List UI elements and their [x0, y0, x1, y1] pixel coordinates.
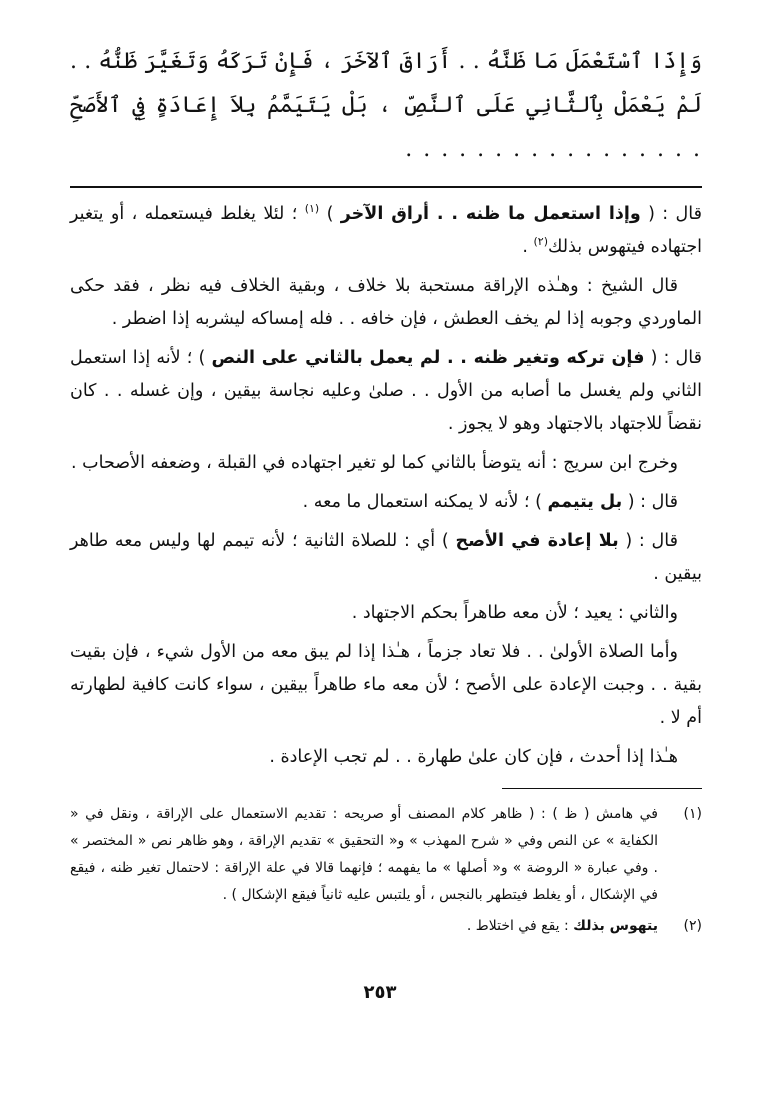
footnote-text: يتهوس بذلك : يقع في اختلاط . — [466, 918, 658, 934]
commentary-paragraph-7: والثاني : يعيد ؛ لأن معه طاهراً بحكم الاجتهاد . — [351, 603, 678, 623]
book-page — [70, 40, 702, 1104]
footnote-2 — [70, 913, 702, 940]
quoted-matn: بلا إعادة في الأصح — [455, 531, 619, 551]
footnote-ref-1: (١) — [304, 202, 320, 216]
commentary-paragraph-2: قال الشيخ : وهـٰذه الإراقة مستحبة بلا خلاف ، وبقية الخلاف فيه نظر ، فقد حكى الماوردي وجوبه إذا لم يخف العطش ، فإن خافه . . فله إمساكه ليشربه إذا اضطر . — [70, 276, 702, 329]
footnotes — [70, 801, 702, 940]
quoted-matn: وإذا استعمل ما ظنه . . أراق الآخر — [340, 204, 641, 224]
commentary-paragraph-3: قال : ( فإن تركه وتغير ظنه . . لم يعمل بالثاني على النص ) ؛ لأنه إذا استعمل الثاني ولم يغسل ما أصابه من الأول . . صلىٰ وعليه نجاسة بيقين ، وإن غسله . . كان نقضاً للاجتهاد بالاجتهاد وهو لا يجوز . — [70, 348, 702, 434]
commentary-paragraph-6: قال : ( بلا إعادة في الأصح ) أي : للصلاة الثانية ؛ لأنه تيمم لها وليس معه طاهر بيقين . — [70, 531, 702, 584]
commentary-paragraph-4: وخرج ابن سريج : أنه يتوضأ بالثاني كما لو تغير اجتهاده في القبلة ، وضعفه الأصحاب . — [71, 453, 678, 473]
footnote-separator — [502, 788, 702, 789]
commentary-paragraph-9: هـٰذا إذا أحدث ، فإن كان علىٰ طهارة . . لم تجب الإعادة . — [269, 747, 678, 767]
matn-text — [70, 40, 702, 172]
commentary — [70, 198, 702, 774]
footnote-text: في هامش ( ظ ) : ( ظاهر كلام المصنف أو صريحه : تقديم الاستعمال على الإراقة ، ونقل في « الكفاية » عن النص وفي « شرح المهذب » و« التحقيق » تقديم الإراقة ، وهو ظاهر نص « المختصر » . وفي عبارة « الروضة » و« أصلها » ما يفهمه ؛ فإنهما قالا في علة الإراقة : لاحتمال تغير ظنه ، فيقع في الإشكال ، أو يغلط فيتطهر بالنجس ، أو يلتبس عليه ثانياً فيقع الإشكال ) . — [70, 806, 658, 903]
commentary-paragraph-1: قال : ( وإذا استعمل ما ظنه . . أراق الآخر ) $^{(١)}$ ؛ لئلا يغلط فيستعمله ، أو يتغير اجتهاده فيتهوس بذلك$^{(٢)}$ . — [70, 202, 702, 257]
commentary-paragraph-8: وأما الصلاة الأولىٰ . . فلا تعاد جزماً ، هـٰذا إذا لم يبق معه من الأول شيء ، فإن بقيت بقية . . وجبت الإعادة على الأصح ؛ لأن معه ماء طاهراً بيقين ، سواء كانت كافية لطهارته أم لا . — [70, 642, 702, 728]
footnote-number: (٢) — [683, 918, 702, 934]
quoted-matn: فإن تركه وتغير ظنه . . لم يعمل بالثاني على النص — [211, 348, 645, 368]
matn-body: وَإِذَا ٱسْتَعْمَلَ مَا ظَنَّهُ . . أَرَاقَ ٱلآخَرَ ، فَإِنْ تَرَكَهُ وَتَغَيَّرَ ظَنُّهُ . . لَمْ يَعْمَلْ بِٱلثَّانِي عَلَى ٱلنَّصِّ ، بَلْ يَتَيَمَّمُ بِلاَ إِعَادَةٍ فِي ٱلأَصَحِّ — [70, 49, 702, 118]
footnote-1 — [70, 801, 702, 909]
footnote-term: يتهوس بذلك — [573, 918, 658, 934]
matn-separator — [70, 186, 702, 188]
matn-filler-dots: . . . . . . . . . . . . . . . . . — [405, 137, 702, 162]
commentary-paragraph-5: قال : ( بل يتيمم ) ؛ لأنه لا يمكنه استعمال ما معه . — [302, 492, 678, 512]
page-number: ٢٥٣ — [363, 982, 397, 1003]
footnote-ref-2: (٢) — [533, 235, 549, 249]
footnote-number: (١) — [683, 806, 702, 822]
quoted-matn: بل يتيمم — [547, 492, 623, 512]
